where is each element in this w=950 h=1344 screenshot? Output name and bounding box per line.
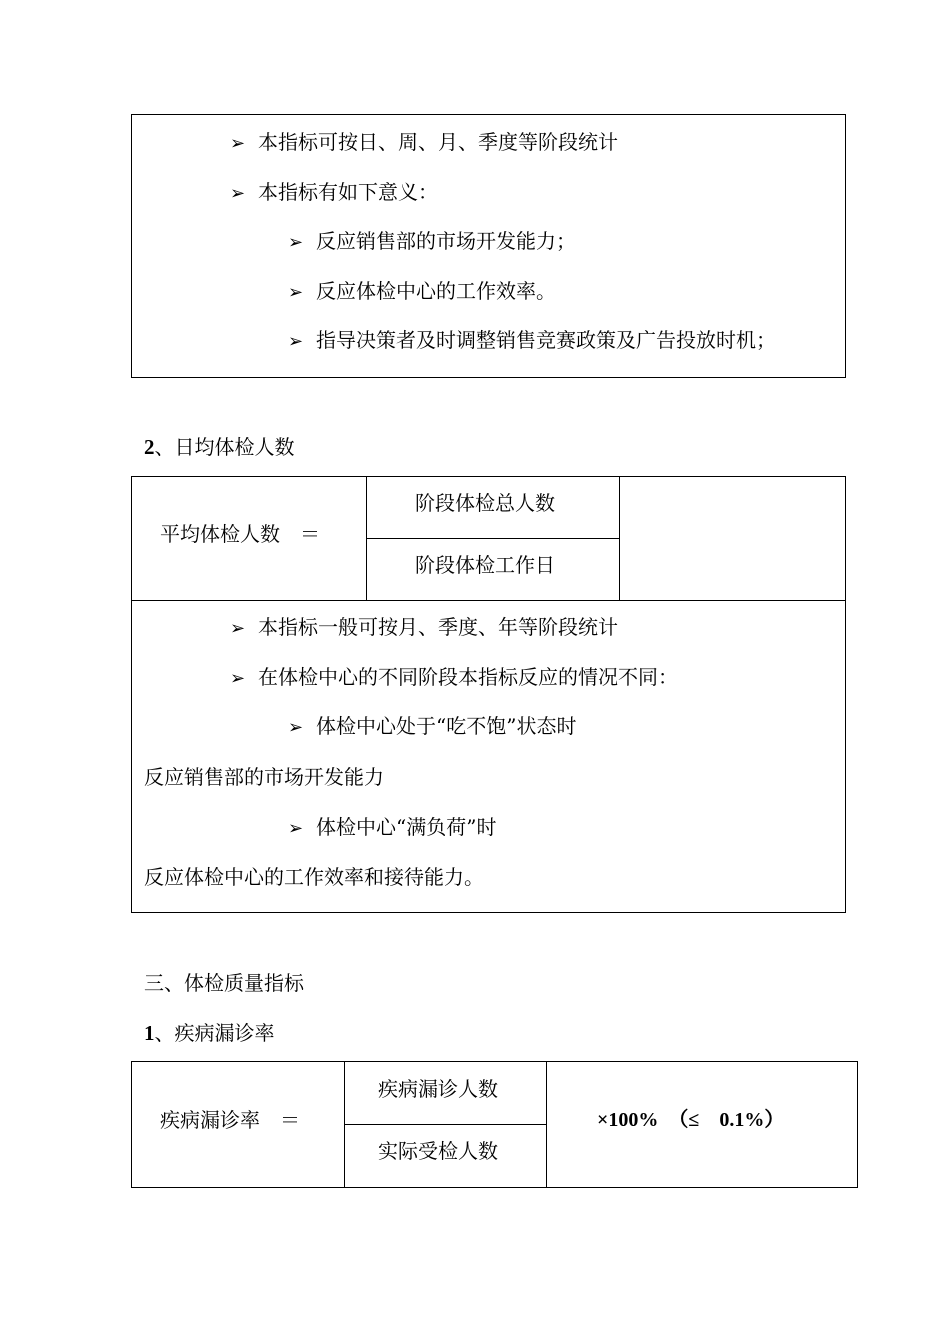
formula-denominator: 阶段体检工作日: [415, 553, 555, 577]
arrow-bullet-icon: ➢: [288, 282, 304, 303]
sub-bullet-item: ➢ 反应销售部的市场开发能力；: [288, 229, 576, 253]
arrow-bullet-icon: ➢: [288, 818, 304, 839]
body-text: 反应体检中心的工作效率和接待能力。: [144, 865, 484, 889]
divider: [131, 600, 846, 601]
arrow-bullet-icon: ➢: [288, 717, 304, 738]
body-text: 反应销售部的市场开发能力: [144, 765, 384, 789]
arrow-bullet-icon: ➢: [288, 331, 304, 352]
section-heading: 2、日均体检人数: [144, 435, 295, 459]
divider: [366, 538, 620, 539]
subsection-heading: 1、疾病漏诊率: [144, 1021, 275, 1045]
formula-numerator: 疾病漏诊人数: [378, 1077, 498, 1101]
bullet-item: ➢ 在体检中心的不同阶段本指标反应的情况不同：: [230, 665, 678, 689]
bullet-item: ➢ 本指标有如下意义：: [230, 180, 438, 204]
formula-label: 平均体检人数 ＝: [160, 522, 320, 546]
arrow-bullet-icon: ➢: [230, 618, 246, 639]
arrow-bullet-icon: ➢: [230, 668, 246, 689]
section-heading: 三、体检质量指标: [144, 971, 304, 995]
arrow-bullet-icon: ➢: [230, 133, 246, 154]
sub-bullet-item: ➢ 反应体检中心的工作效率。: [288, 279, 556, 303]
sub-bullet-item: ➢ 体检中心“满负荷”时: [288, 815, 497, 839]
sub-bullet-item: ➢ 体检中心处于“吃不饱”状态时: [288, 714, 577, 738]
formula-result: ×100% （≤ 0.1%）: [597, 1109, 785, 1131]
formula-denominator: 实际受检人数: [378, 1139, 498, 1163]
sub-bullet-item: ➢ 指导决策者及时调整销售竞赛政策及广告投放时机；: [288, 328, 776, 352]
bullet-item: ➢ 本指标可按日、周、月、季度等阶段统计: [230, 130, 618, 154]
arrow-bullet-icon: ➢: [230, 183, 246, 204]
formula-label: 疾病漏诊率 ＝: [160, 1108, 300, 1132]
bullet-item: ➢ 本指标一般可按月、季度、年等阶段统计: [230, 615, 618, 639]
arrow-bullet-icon: ➢: [288, 232, 304, 253]
divider: [344, 1124, 547, 1125]
formula-numerator: 阶段体检总人数: [415, 491, 555, 515]
